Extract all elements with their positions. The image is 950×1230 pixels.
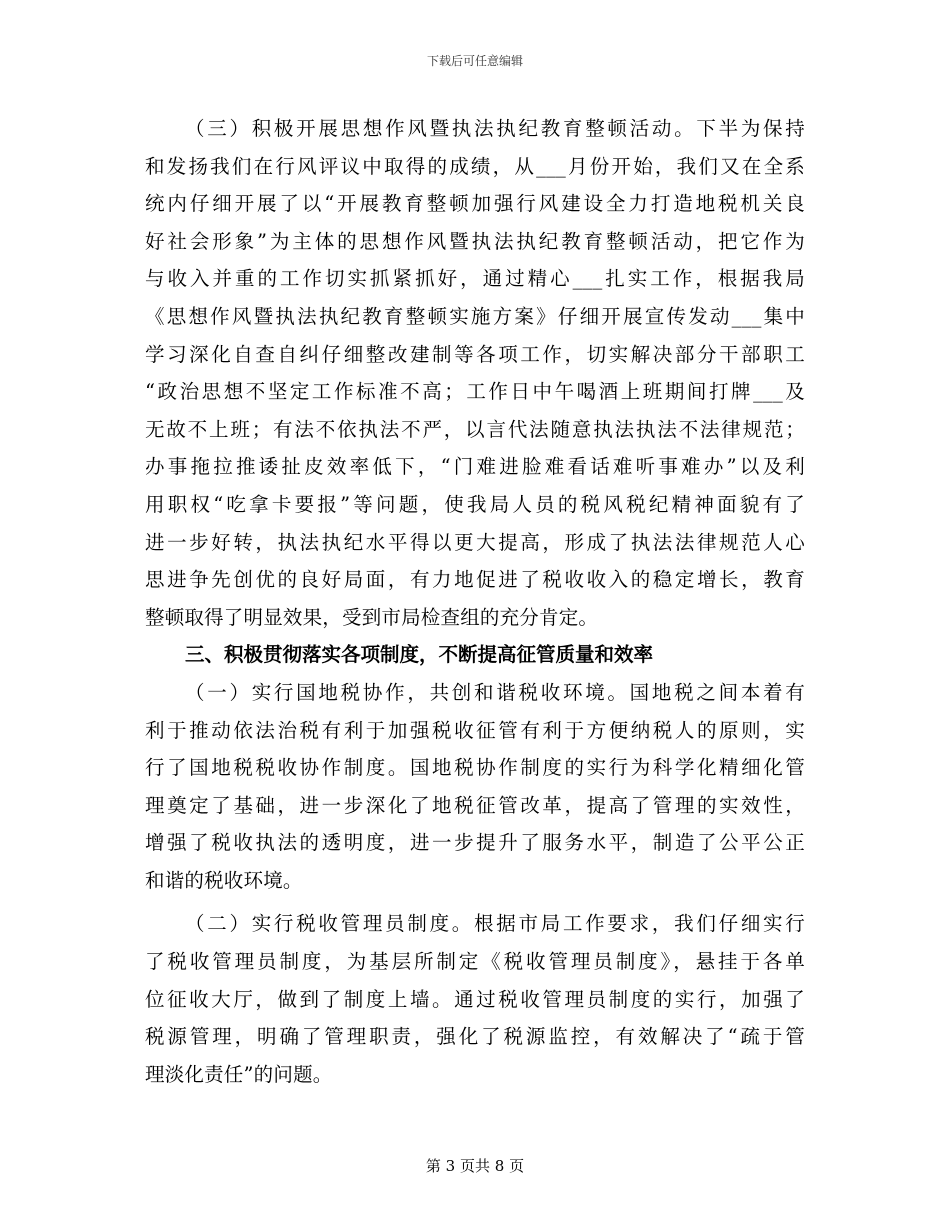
text-line: 和发扬我们在行风评议中取得的成绩，从___月份开始，我们又在全系 <box>145 154 805 178</box>
page-header: 下载后可任意编辑 <box>426 54 523 68</box>
text-line: 好社会形象”为主体的思想作风暨执法执纪教育整顿活动，把它作为 <box>145 229 805 253</box>
paragraph-item-1 <box>145 674 805 900</box>
text-line: 与收入并重的工作切实抓紧抓好，通过精心___扎实工作，根据我局 <box>145 267 805 291</box>
text-line: 和谐的税收环境。 <box>145 868 303 892</box>
paragraph-section-3 <box>145 110 805 636</box>
text-line: 无故不上班；有法不依执法不严，以言代法随意执法执法不法律规范； <box>145 417 805 441</box>
text-line: 理淡化责任”的问题。 <box>145 1062 333 1086</box>
text-line: 理奠定了基础，进一步深化了地税征管改革，提高了管理的实效性， <box>145 793 805 817</box>
text-line: 思进争先创优的良好局面，有力地促进了税收收入的稳定增长，教育 <box>145 568 805 592</box>
text-line: “政治思想不坚定工作标准不高；工作日中午喝酒上班期间打牌___及 <box>145 380 805 404</box>
text-line: （二）实行税收管理员制度。根据市局工作要求，我们仔细实行 <box>185 912 805 936</box>
document-body <box>145 110 805 1093</box>
text-line: 利于推动依法治税有利于加强税收征管有利于方便纳税人的原则，实 <box>145 718 805 742</box>
text-line: 统内仔细开展了以“开展教育整顿加强行风建设全力打造地税机关良 <box>145 192 805 216</box>
text-line: 《思想作风暨执法执纪教育整顿实施方案》仔细开展宣传发动___集中 <box>145 304 805 328</box>
text-line: 整顿取得了明显效果，受到市局检查组的充分肯定。 <box>145 605 599 629</box>
text-line: 位征收大厅，做到了制度上墙。通过税收管理员制度的实行，加强了 <box>145 987 805 1011</box>
text-line: 行了国地税税收协作制度。国地税协作制度的实行为科学化精细化管 <box>145 756 805 780</box>
text-line: （三）积极开展思想作风暨执法执纪教育整顿活动。下半为保持 <box>185 117 805 140</box>
text-line: 用职权“吃拿卡要报”等问题，使我局人员的税风税纪精神面貌有了 <box>145 492 805 516</box>
text-line: （一）实行国地税协作，共创和谐税收环境。国地税之间本着有 <box>185 680 805 704</box>
section-heading: 三、积极贯彻落实各项制度，不断提高征管质量和效率 <box>185 643 654 667</box>
text-line: 进一步好转，执法执纪水平得以更大提高，形成了执法法律规范人心 <box>145 530 805 554</box>
text-line: 了税收管理员制度，为基层所制定《税收管理员制度》，悬挂于各单 <box>145 950 805 974</box>
paragraph-item-2 <box>145 905 805 1093</box>
page-footer: 第 3 页共 8 页 <box>425 1157 525 1175</box>
text-line: 办事拖拉推诿扯皮效率低下，“门难进脸难看话难听事难办”以及利 <box>145 455 805 479</box>
text-line: 税源管理，明确了管理职责，强化了税源监控，有效解决了“疏于管 <box>145 1025 805 1049</box>
text-line: 学习深化自查自纠仔细整改建制等各项工作，切实解决部分干部职工 <box>145 342 805 366</box>
text-line: 增强了税收执法的透明度，进一步提升了服务水平，制造了公平公正 <box>145 831 805 855</box>
